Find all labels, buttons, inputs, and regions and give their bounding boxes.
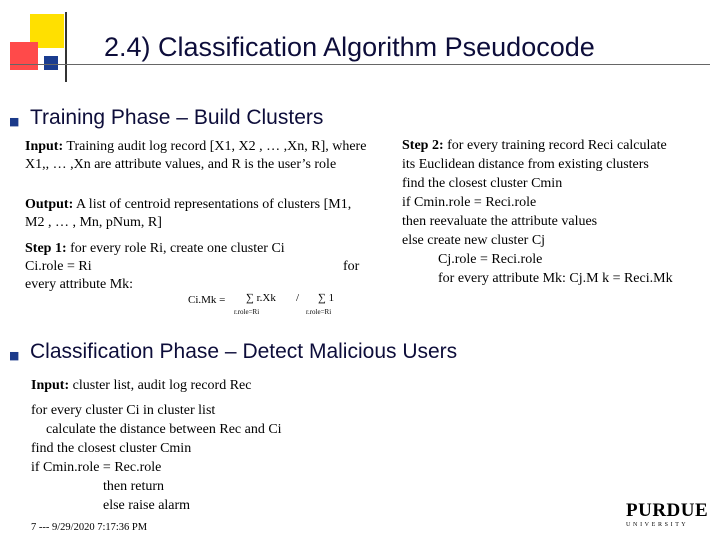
step2-line-4: then reevaluate the attribute values — [402, 214, 598, 229]
training-heading: Training Phase – Build Clusters — [30, 106, 324, 129]
training-input-label: Input: — [25, 139, 64, 154]
training-input-text: Training audit log record [X1, X2 , … ,Xn, R], where X1,, … ,Xn are attribute values, and R is the user’s role — [25, 139, 367, 172]
bullet-icon: ■ — [9, 349, 20, 362]
training-input — [25, 138, 370, 174]
formula-denominator: ∑ 1 — [318, 292, 335, 304]
decor-blue-square — [44, 56, 58, 70]
slide-footer: 7 --- 9/29/2020 7:17:36 PM — [31, 522, 148, 533]
classify-line-3: if Cmin.role = Rec.role — [31, 460, 162, 475]
step2-line-5: else create new cluster Cj — [402, 233, 546, 248]
step1-label: Step 1: — [25, 241, 67, 256]
classify-line-4: then return — [103, 479, 165, 494]
step1-line3: every attribute Mk: — [25, 277, 134, 292]
step1-line1 — [25, 240, 370, 258]
classify-line-2: find the closest cluster Cmin — [31, 441, 192, 456]
classification-input-text: cluster list, audit log record Rec — [72, 378, 252, 393]
classification-bullet — [9, 346, 19, 364]
step1-text: for every role Ri, create one cluster Ci — [70, 241, 285, 256]
classification-input — [31, 376, 251, 395]
training-output-text: A list of centroid representations of clusters [M1, M2 , … , Mn, pNum, R] — [25, 197, 352, 230]
step2-line-2: find the closest cluster Cmin — [402, 176, 563, 191]
training-output-label: Output: — [25, 197, 74, 212]
formula-denominator-sub: r.role=Ri — [306, 308, 332, 316]
classification-input-label: Input: — [31, 378, 70, 393]
logo-word: PURDUE — [626, 500, 709, 521]
classification-heading: Classification Phase – Detect Malicious Users — [30, 340, 458, 363]
purdue-logo — [626, 501, 712, 529]
step1-line2 — [25, 258, 370, 276]
formula-numerator: ∑ r.Xk — [246, 292, 276, 304]
step2-line-6: Cj.role = Reci.role — [438, 252, 543, 267]
classify-line-1: calculate the distance between Rec and Ci — [46, 422, 282, 437]
training-bullet — [9, 112, 19, 130]
decor-red-square — [10, 42, 38, 70]
step2-line-7: for every attribute Mk: Cj.M k = Reci.Mk — [438, 271, 673, 286]
training-step2 — [402, 136, 673, 288]
step2-label: Step 2: — [402, 138, 444, 153]
step2-line-1: its Euclidean distance from existing clusters — [402, 157, 649, 172]
formula-numerator-sub: r.role=Ri — [234, 308, 260, 316]
formula-lhs: Ci.Mk = — [188, 294, 226, 306]
step2-line-0 — [402, 136, 673, 155]
training-output — [25, 196, 370, 232]
formula-divide: / — [296, 292, 300, 304]
training-step1 — [25, 240, 370, 294]
step1-role-assign: Ci.role = Ri — [25, 259, 92, 274]
title-underline — [10, 64, 710, 65]
bullet-icon: ■ — [9, 115, 20, 128]
logo-subtitle: U N I V E R S I T Y — [626, 522, 687, 528]
step1-for: for — [343, 259, 360, 274]
classify-line-5: else raise alarm — [103, 498, 191, 513]
step2-line-3: if Cmin.role = Reci.role — [402, 195, 537, 210]
slide-title: 2.4) Classification Algorithm Pseudocode — [104, 32, 595, 62]
step2-text-0: for every training record Reci calculate — [447, 138, 667, 153]
classification-pseudocode — [31, 401, 282, 515]
decor-vertical-line — [65, 12, 67, 82]
classify-line-0: for every cluster Ci in cluster list — [31, 403, 216, 418]
